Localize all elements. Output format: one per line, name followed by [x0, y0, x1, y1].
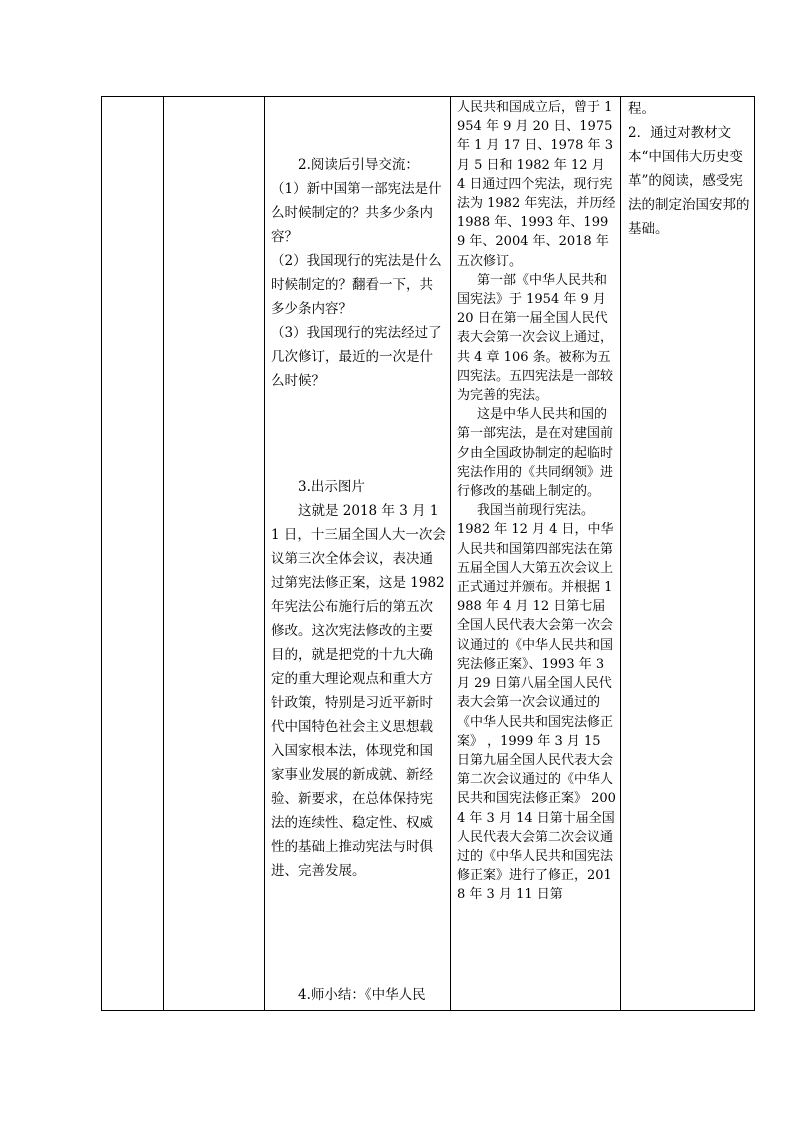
step-4-title: 4.师小结：《中华人民 [298, 987, 426, 1003]
intent-line-1: 程。 [628, 101, 655, 117]
paragraph-intro: 人民共和国成立后，曾于 1954 年 9 月 20 日、1975 年 1 月 17 日、1978 年 3 月 5 日和 1982 年 12 月 4 日通过四个宪法，现行宪法为 1982 年宪法，并历经 1988 年、1993 年、1999 年、2004 年、2018 年五次修订。 [457, 100, 620, 269]
question-2: （2）我国现行的宪法是什么时候制定的？翻看一下，共多少条内容？ [271, 253, 442, 317]
summary-block [271, 983, 446, 1007]
teacher-activity-column [265, 97, 451, 1010]
paragraph-current-constitution: 我国当前现行宪法。 [477, 503, 595, 519]
table-column-1 [102, 97, 164, 1010]
constitution-history-block [457, 98, 620, 905]
lesson-plan-table [101, 96, 755, 1011]
show-picture-block [271, 475, 449, 883]
paragraph-first-constitution: 第一部《中华人民共和国宪法》于 1954 年 9 月 20 日在第一届全国人民代表大会第一次会议上通过，共 4 章 106 条。被称为五四宪法。五四宪法是一部较为完善的宪法。 [457, 272, 614, 404]
step-2-title: 2.阅读后引导交流： [298, 157, 419, 173]
table-column-2 [164, 97, 265, 1010]
design-intent-block [628, 97, 752, 241]
step-3-body: 这就是 2018 年 3 月 11 日，十三届全国人大一次会议第三次全体会议，表决通过第宪法修正案，这是 1982 年宪法公布施行后的第五次修改。这次宪法修改的主要目的，就是把党的十九大确定的重大理论观点和重大方针政策，特别是习近平新时代中国特色社会主义思想载入国家根本法，体现党和国家事业发展的新成就、新经验、新要求，在总体保持宪法的连续性、稳定性、权威性的基础上推动宪法与时俱进、完善发展。 [271, 503, 449, 879]
step-3-title: 3.出示图片 [298, 479, 365, 495]
reading-discussion-block [271, 153, 446, 393]
question-3: （3）我国现行的宪法经过了几次修订，最近的一次是什么时候？ [271, 325, 442, 389]
design-intent-column [621, 97, 756, 1010]
question-1: （1）新中国第一部宪法是什么时候制定的？共多少条内容？ [271, 181, 442, 245]
content-column [451, 97, 621, 1010]
paragraph-amendments: 1982 年 12 月 4 日，中华人民共和国第四部宪法在第五届全国人大第五次会议上正式通过并颁布。并根据 1988 年 4 月 12 日第七届全国人民代表大会第一次会议通过的《中华人民共和国宪法修正案》、1993 年 3 月 29 日第八届全国人民代表大会第一次会议通过的《中华人民共和国宪法修正案》 ，1999 年 3 月 15 日第九届全国人民代表大会第二次会议通过的《中华人民共和国宪法修正案》 2004 年 3 月 14 日第十届全国人民代表大会第二次会议通过的《中华人民共和国宪法修正案》进行了修正，2018 年 3 月 11 日第 [457, 522, 616, 903]
paragraph-common-program: 这是中华人民共和国的第一部宪法，是在对建国前夕由全国政协制定的起临时宪法作用的《共同纲领》进行修改的基础上制定的。 [457, 407, 614, 500]
intent-item-2: 2．通过对教材文本“中国伟大历史变革”的阅读，感受宪法的制定治国安邦的基础。 [628, 125, 750, 237]
